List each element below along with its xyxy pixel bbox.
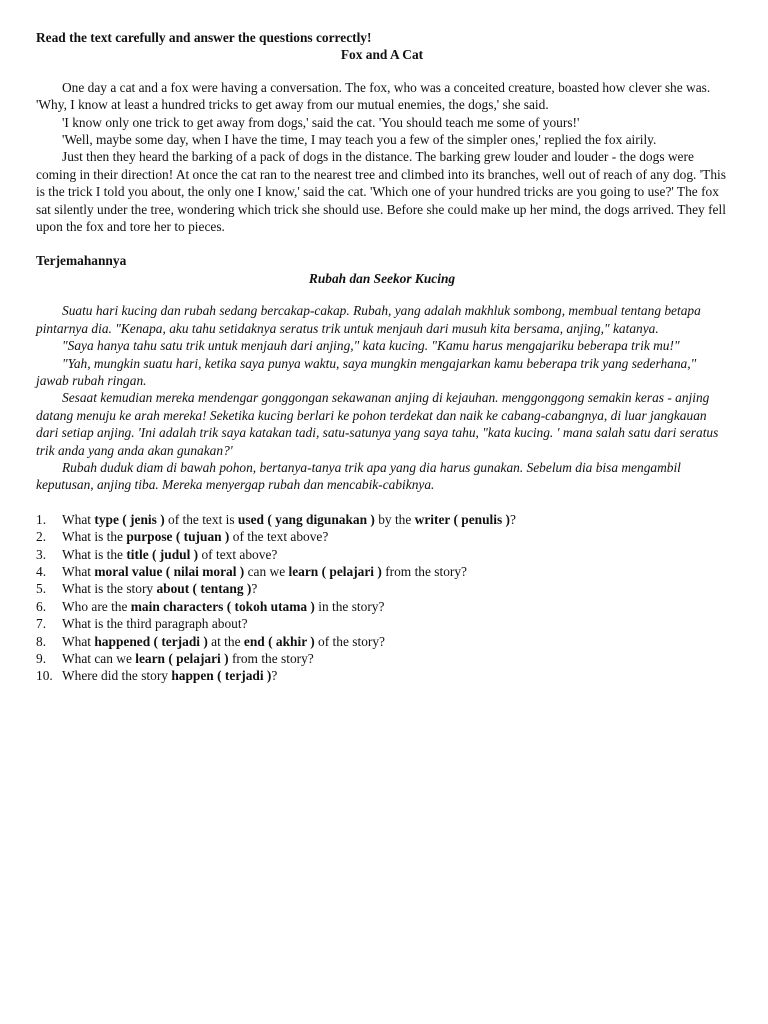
question-number: 4. — [36, 563, 47, 579]
question-item — [36, 598, 728, 615]
question-number: 3. — [36, 546, 47, 562]
question-fragment: by the — [374, 511, 415, 527]
question-fragment: at the — [207, 633, 244, 649]
question-text — [62, 563, 728, 580]
question-text — [62, 511, 728, 528]
question-text — [62, 633, 728, 650]
question-item — [36, 528, 728, 545]
question-keyword: title ( judul ) — [126, 546, 199, 562]
question-fragment: of the text above? — [229, 529, 329, 545]
question-fragment: What is the — [62, 529, 127, 545]
translation-heading: Terjemahannya — [36, 253, 127, 269]
question-keyword: type ( jenis ) — [94, 511, 165, 527]
question-fragment: What is the — [62, 546, 127, 562]
question-text — [62, 667, 728, 684]
question-keyword: moral value ( nilai moral ) — [94, 563, 245, 579]
question-number: 7. — [36, 616, 47, 632]
question-fragment: from the story? — [381, 563, 467, 579]
question-text — [62, 546, 728, 563]
question-text — [62, 580, 728, 597]
question-keyword: used ( yang digunakan ) — [237, 511, 375, 527]
question-fragment: What — [62, 511, 95, 527]
story-paragraph: 'Well, maybe some day, when I have the time, I may teach you a few of the simpler ones,' replied the fox airily. — [62, 132, 657, 148]
question-item — [36, 511, 728, 528]
translation-body — [36, 302, 728, 493]
question-number: 9. — [36, 651, 47, 666]
story-title: Fox and A Cat — [340, 47, 424, 63]
question-fragment: can we — [244, 563, 289, 579]
translation-paragraph: "Yah, mungkin suatu hari, ketika saya punya waktu, saya mungkin mengajarkan kamu beberapa trik yang sederhana," jawab rubah ringan. — [36, 355, 697, 388]
story-paragraph: 'I know only one trick to get away from dogs,' said the cat. 'You should teach me some of yours!' — [62, 114, 580, 130]
question-keyword: learn ( pelajari ) — [288, 563, 382, 579]
question-number: 1. — [36, 511, 47, 527]
question-keyword: learn ( pelajari ) — [135, 651, 229, 666]
question-fragment: of text above? — [198, 546, 278, 562]
question-keyword: end ( akhir ) — [243, 633, 315, 649]
question-number: 2. — [36, 529, 47, 545]
question-text — [62, 528, 728, 545]
question-fragment: Where did the story — [62, 668, 172, 684]
question-number: 8. — [36, 633, 47, 649]
question-item — [36, 546, 728, 563]
question-number: 5. — [36, 581, 47, 597]
story-body — [36, 79, 728, 236]
story-paragraph: Just then they heard the barking of a pack of dogs in the distance. The barking grew louder and louder - the dogs were coming in their direction! At once the cat ran to the nearest tree and climbed into its branches, well out of reach of any dog. 'This is the trick I told you about, the only one I know,' said the cat. 'Which one of your hundred tricks are you going to use?' The fox sat silently under the tree, wondering which trick she should use. Before she could make up her mind, the dogs arrived. They fell upon the fox and tore her to pieces. — [36, 149, 726, 235]
question-fragment: ? — [510, 511, 516, 527]
translation-paragraph: "Saya hanya tahu satu trik untuk menjauh dari anjing," kata kucing. "Kamu harus mengajariku beberapa trik mu!" — [62, 338, 680, 354]
question-fragment: Who are the — [62, 598, 131, 614]
translation-paragraph: Sesaat kemudian mereka mendengar gonggongan sekawanan anjing di kejauhan. menggonggong semakin keras - anjing datang menuju ke arah mereka! Seketika kucing berlari ke pohon terdekat dan naik ke cabang-cabangnya, di luar jangkauan dari setiap anjing. 'Ini adalah trik saya katakan tadi, satu-satunya yang saya tahu, "kata kucing. ' mana salah satu dari seratus trik anda yang anda akan gunakan?' — [36, 390, 719, 458]
question-keyword: about ( tentang ) — [156, 581, 252, 597]
question-item — [36, 563, 728, 580]
worksheet — [36, 29, 728, 685]
question-fragment: of the text is — [164, 511, 238, 527]
question-item — [36, 580, 728, 597]
question-item — [36, 650, 728, 667]
question-fragment: What — [62, 563, 95, 579]
translation-title: Rubah dan Seekor Kucing — [308, 270, 456, 286]
question-text — [62, 615, 728, 632]
question-keyword: happen ( terjadi ) — [171, 668, 272, 684]
question-fragment: What is the third paragraph about? — [62, 616, 248, 632]
question-text — [62, 598, 728, 615]
question-keyword: main characters ( tokoh utama ) — [130, 598, 315, 614]
question-number: 6. — [36, 598, 47, 614]
instruction-text: Read the text carefully and answer the questions correctly! — [36, 30, 372, 45]
question-list — [36, 511, 728, 685]
question-item — [36, 615, 728, 632]
question-fragment: ? — [251, 581, 258, 597]
question-fragment: from the story? — [228, 651, 314, 666]
question-item — [36, 667, 728, 684]
question-keyword: purpose ( tujuan ) — [126, 529, 230, 545]
question-keyword: happened ( terjadi ) — [94, 633, 208, 649]
question-text — [62, 650, 728, 667]
question-item — [36, 633, 728, 650]
question-number: 10. — [36, 668, 53, 684]
translation-paragraph: Suatu hari kucing dan rubah sedang bercakap-cakap. Rubah, yang adalah makhluk sombong, membual tentang betapa pintarnya dia. "Kenapa, aku tahu setidaknya seratus trik untuk menjauh dari musuh kita bersama, anjing," katanya. — [36, 303, 701, 336]
question-fragment: What is the story — [62, 581, 157, 597]
story-paragraph: One day a cat and a fox were having a conversation. The fox, who was a conceited creature, boasted how clever she was. 'Why, I know at least a hundred tricks to get away from our mutual enemies, the dogs,' she said. — [36, 79, 711, 113]
question-fragment: What — [62, 633, 95, 649]
question-keyword: writer ( penulis ) — [414, 511, 510, 527]
question-fragment: What can we — [62, 651, 136, 666]
question-fragment: of the story? — [314, 633, 385, 649]
translation-paragraph: Rubah duduk diam di bawah pohon, bertanya-tanya trik apa yang dia harus gunakan. Sebelum dia bisa mengambil keputusan, anjing tiba. Mereka menyergap rubah dan mencabik-cabiknya. — [36, 459, 681, 493]
question-fragment: in the story? — [314, 598, 385, 614]
question-fragment: ? — [271, 668, 278, 684]
